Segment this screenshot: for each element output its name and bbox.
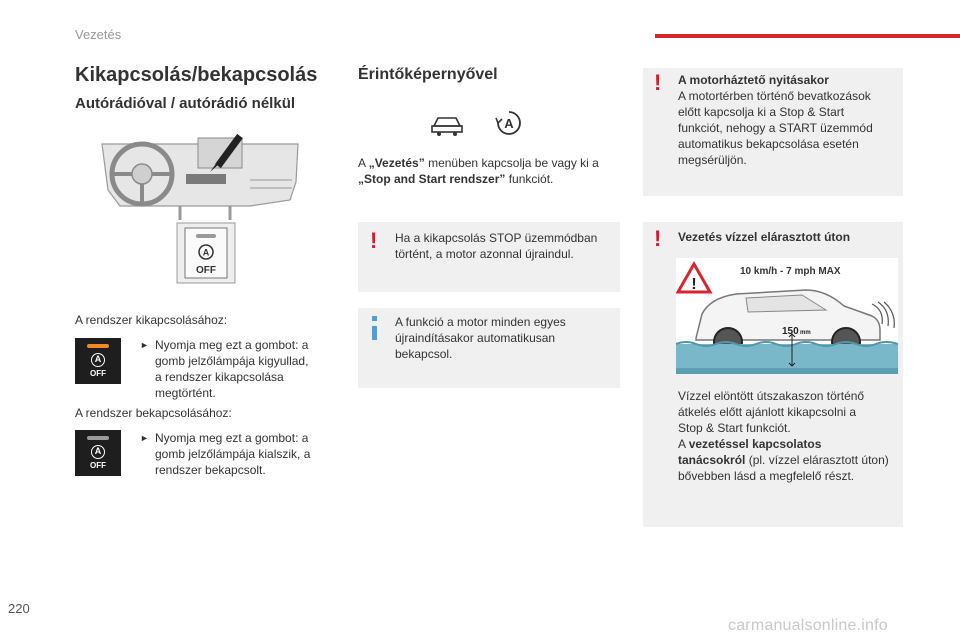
flooded-road-illustration: [676, 258, 898, 374]
flooded-road-text: Vízzel elöntött útszakaszon történő átkelés előtt ajánlott kikapcsolni a Stop & Start funkciót. A vezetéssel kapcsolatos tanácsokról (pl. vízzel elárasztott úton) bővebben lásd a megfelelő részt.: [678, 389, 889, 483]
warning-exclamation-icon: !: [654, 226, 662, 251]
touchscreen-instructions: A „Vezetés” menüben kapcsolja be vagy ki a „Stop and Start rendszer” funkciót.: [358, 156, 599, 186]
bonnet-warning-text: A motorháztető nyitásakor A motortérben történő bevatkozások előtt kapcsolja ki a Stop & Start funkciót, nehogy a START üzemmód automatikus bekapcsolása esetén megsérüljön.: [678, 73, 873, 167]
restart-warning-text: Ha a kikapcsolás STOP üzemmódban történt, a motor azonnal újraindul.: [395, 231, 598, 261]
section-accent-bar: [655, 34, 960, 38]
svg-text:A: A: [202, 247, 210, 258]
svg-text:10 km/h - 7 mph MAX: 10 km/h - 7 mph MAX: [740, 266, 841, 277]
warning-exclamation-icon: !: [370, 228, 378, 253]
watermark: carmanualsonline.info: [728, 617, 888, 634]
off-button-lamp-off-icon: A OFF: [75, 430, 121, 476]
off-button-lamp-on-icon: A OFF: [75, 338, 121, 384]
section-title: Vezetés: [75, 27, 122, 42]
dashboard-illustration: [100, 130, 300, 220]
page-title: Kikapcsolás/bekapcsolás: [75, 64, 318, 86]
svg-text:mm: mm: [800, 330, 811, 336]
touchscreen-title: Érintőképernyővel: [358, 66, 498, 83]
auto-reactivation-info-text: A funkció a motor minden egyes újraindításakor automatikusan bekapcsol.: [395, 315, 566, 361]
info-icon: [372, 326, 377, 340]
stop-start-icon: [496, 112, 520, 134]
svg-text:150: 150: [782, 326, 799, 337]
bullet-arrow-icon: ►: [140, 433, 149, 443]
driving-menu-icons: [430, 108, 530, 138]
page-number: 220: [8, 601, 30, 616]
switch-off-intro: A rendszer kikapcsolásához:: [75, 313, 228, 327]
svg-text:A: A: [504, 116, 514, 131]
bullet-arrow-icon: ►: [140, 340, 149, 350]
svg-text:!: !: [691, 276, 697, 293]
flooded-road-title: Vezetés vízzel elárasztott úton: [678, 230, 851, 244]
subsection-title: Autórádióval / autórádió nélkül: [75, 95, 296, 112]
warning-exclamation-icon: !: [654, 70, 662, 95]
svg-text:OFF: OFF: [196, 265, 216, 276]
car-icon: [432, 118, 462, 136]
switch-on-intro: A rendszer bekapcsolásához:: [75, 406, 232, 420]
off-button-closeup-illustration: [176, 222, 236, 284]
